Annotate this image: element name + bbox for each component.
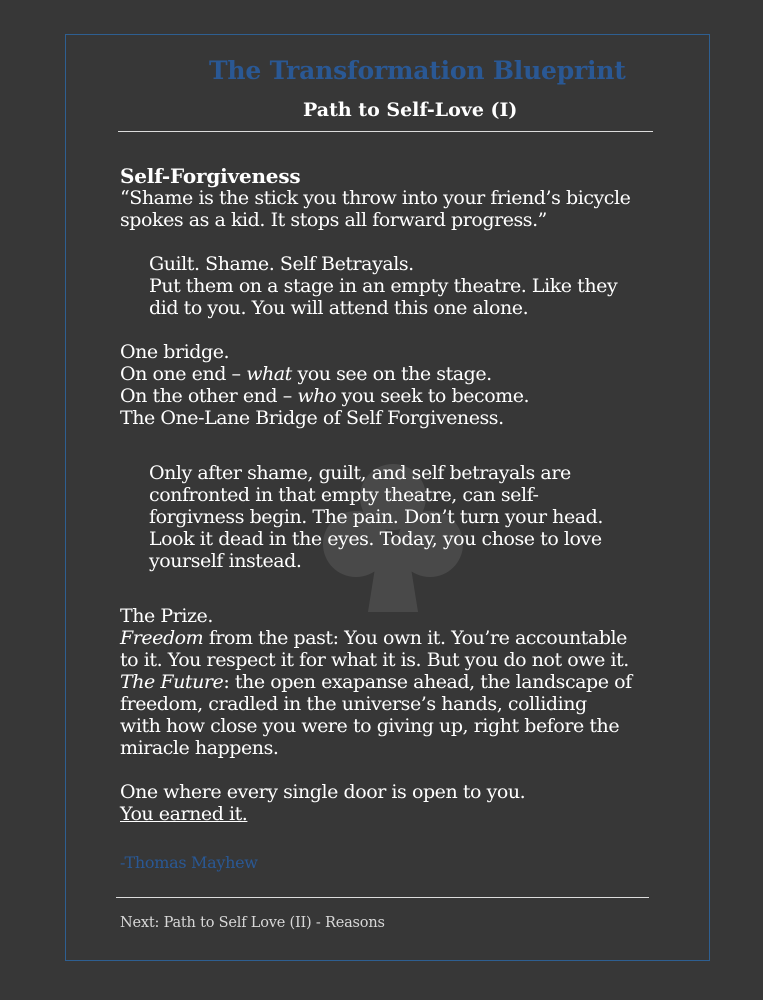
prize-line: freedom, cradled in the universe’s hands, colliding [120,693,587,715]
bridge-line: On one end – what you see on the stage. [120,363,492,385]
prize-line: The Prize. [120,605,213,627]
page-subtitle: Path to Self-Love (I) [303,99,518,121]
stanza-line: Only after shame, guilt, and self betrayals are [149,462,571,484]
closing-line-underlined: You earned it. [120,803,248,825]
next-chapter-link[interactable]: Next: Path to Self Love (II) - Reasons [120,915,385,931]
stanza-closing [120,781,690,825]
author-signature: -Thomas Mayhew [120,853,258,872]
stanza-line: Look it dead in the eyes. Today, you chose to love [149,528,602,550]
stanza-line: Guilt. Shame. Self Betrayals. [149,253,414,275]
prize-line: to it. You respect it for what it is. But you do not owe it. [120,649,629,671]
bridge-line: On the other end – who you seek to become. [120,385,530,407]
article-body [120,165,690,825]
section-heading: Self-Forgiveness [120,164,301,188]
stanza-theatre [120,253,690,319]
quote-line: spokes as a kid. It stops all forward progress.” [120,209,547,231]
stanza-prize [120,605,690,759]
stanza-bridge [120,341,690,429]
prize-line: with how close you were to giving up, right before the [120,715,620,737]
stanza-forgiveness [120,462,690,572]
closing-line: One where every single door is open to you. [120,781,526,803]
stanza-line: confronted in that empty theatre, can self- [149,484,539,506]
stanza-line: forgivness begin. The pain. Don’t turn your head. [149,506,603,528]
prize-line: The Future: the open exapanse ahead, the landscape of [120,671,632,693]
bridge-line: One bridge. [120,341,230,363]
quote-line: “Shame is the stick you throw into your friend’s bicycle [120,187,631,209]
page-title: The Transformation Blueprint [209,56,626,85]
stanza-line: yourself instead. [149,550,302,572]
stanza-line: Put them on a stage in an empty theatre. Like they [149,275,618,297]
bridge-line: The One-Lane Bridge of Self Forgiveness. [120,407,504,429]
stanza-line: did to you. You will attend this one alone. [149,297,529,319]
bottom-divider [116,897,649,898]
top-divider [118,131,653,132]
prize-line: miracle happens. [120,737,279,759]
prize-line: Freedom from the past: You own it. You’re accountable [120,627,627,649]
